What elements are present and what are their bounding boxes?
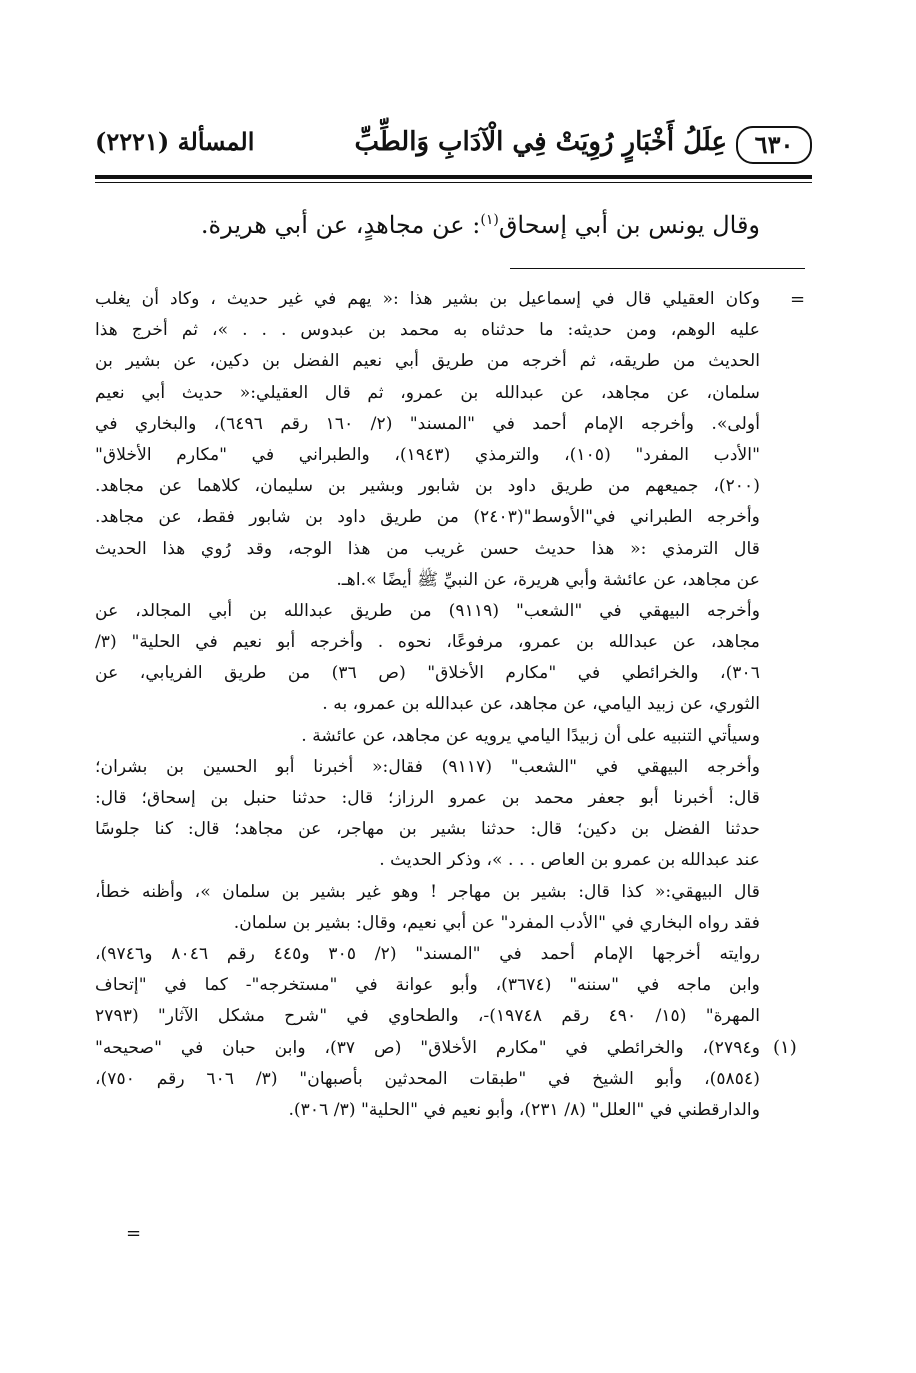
footnote-line: الثوري، عن زبيد اليامي، عن مجاهد، عن عبدالله بن عمرو، به . bbox=[322, 694, 760, 715]
footnote-line: الحديث من طريقه، ثم أخرجه من طريق أبي نعيم الفضل بن دكين، عن بشير بن bbox=[95, 351, 760, 372]
footnote-line: وسيأتي التنبيه على أن زبيدًا اليامي يرويه عن مجاهد، عن عائشة . bbox=[301, 725, 760, 746]
footnote-line: "الأدب المفرد" (١٠٥)، والترمذي (١٩٤٣)، والطبراني في "مكارم الأخلاق" bbox=[95, 444, 760, 465]
footnote-line: عليه الوهم، ومن حديثه: ما حدثناه به محمد بن عبدوس . . . »، ثم أخرج هذا bbox=[95, 320, 760, 341]
footnote-line: وأخرجه البيهقي في "الشعب" (٩١١٩) من طريق عبدالله بن أبي المجالد، عن bbox=[95, 600, 760, 621]
main-text bbox=[95, 200, 760, 245]
page-header bbox=[95, 120, 812, 164]
footnote-line: فقد رواه البخاري في "الأدب المفرد" عن أبي نعيم، وقال: بشير بن سلمان. bbox=[233, 912, 760, 933]
header-rule-thick bbox=[95, 175, 812, 179]
issue-label: المسألة (٢٢٢١) bbox=[95, 127, 255, 156]
footnote-separator bbox=[510, 268, 805, 269]
footnote-line: عند عبدالله بن عمرو بن العاص . . . »، وذكر الحديث . bbox=[379, 850, 760, 871]
footnote-line: ٣٠٦)، والخرائطي في "مكارم الأخلاق" (ص ٣٦) من طريق الفريابي، عن bbox=[95, 663, 760, 684]
footnote-line: قال البيهقي:« كذا قال: بشير بن مهاجر ! وهو غير بشير بن سلمان »، وأظنه خطأ، bbox=[95, 881, 760, 902]
footnote-line: وابن ماجه في "سننه" (٣٦٧٤)، وأبو عوانة في "مستخرجه"- كما في "إتحاف bbox=[95, 975, 760, 996]
continuation-end-marker: = bbox=[126, 1223, 142, 1244]
footnote-line: مجاهد، عن عبدالله بن عمرو، مرفوعًا، نحوه . وأخرجه أبو نعيم في الحلية" (٣/ bbox=[95, 632, 760, 653]
footnote-one-marker: (١) bbox=[773, 1037, 797, 1058]
main-text-line-rest: : عن مجاهدٍ، عن أبي هريرة. bbox=[200, 211, 481, 239]
footnote-line: (٥٨٥٤)، وأبو الشيخ في "طبقات المحدثين بأصبهان" (٣/ ٦٠٦ رقم ٧٥٠)، bbox=[95, 1068, 760, 1089]
footnote-line: وأخرجه البيهقي في "الشعب" (٩١١٧) فقال:« أخبرنا أبو الحسين بن بشران؛ bbox=[95, 756, 760, 777]
footnote-line: قال الترمذي :« هذا حديث حسن غريب من هذا الوجه، وقد رُوي هذا الحديث bbox=[95, 538, 760, 559]
main-text-line: وقال يونس بن أبي إسحاق bbox=[498, 211, 760, 239]
footnote-line: وأخرجه الطبراني في"الأوسط"(٢٤٠٣) من طريق داود بن شابور فقط، عن مجاهد. bbox=[95, 507, 760, 528]
footnote-line: قال: أخبرنا أبو جعفر محمد بن عمرو الرزاز؛ قال: حدثنا حنبل بن إسحاق؛ قال: bbox=[95, 788, 760, 808]
footnote-line: وكان العقيلي قال في إسماعيل بن بشير هذا :« يهم في غير حديث ، وكاد أن يغلب bbox=[95, 289, 760, 309]
footnote-ref: (١) bbox=[480, 212, 499, 228]
header-rule-thin bbox=[95, 182, 812, 183]
footnote-line: أولى». وأخرجه الإمام أحمد في "المسند" (٢/ ١٦٠ رقم ٦٤٩٦)، والبخاري في bbox=[95, 413, 760, 434]
footnote-line: روايته أخرجها الإمام أحمد في "المسند" (٢/ ٣٠٥ و٤٤٥ رقم ٨٠٤٦ و٩٧٤٦)، bbox=[95, 943, 760, 964]
footnote-line: حدثنا الفضل بن دكين؛ قال: حدثنا بشير بن مهاجر، عن مجاهد؛ قال: كنا جلوسًا bbox=[95, 819, 760, 840]
footnote-line: و٢٧٩٤)، والخرائطي في "مكارم الأخلاق" (ص ٣٧)، وابن حبان في "صحيحه" bbox=[95, 1037, 760, 1058]
footnote-line: المهرة" (١٥/ ٤٩٠ رقم ١٩٧٤٨)-، والطحاوي في "شرح مشكل الآثار" (٢٧٩٣ bbox=[95, 1006, 760, 1027]
footnote-line: سلمان، عن مجاهد، عن عبدالله بن عمرو، ثم قال العقيلي:« حديث أبي نعيم bbox=[95, 382, 760, 403]
book-title: عِلَلُ أَخْبَارٍ رُوِيَتْ فِي الْآدَابِ وَالطِّبِّ bbox=[354, 127, 727, 157]
footnote-line: والدارقطني في "العلل" (٨/ ٢٣١)، وأبو نعيم في "الحلية" (٣/ ٣٠٦). bbox=[288, 1099, 760, 1120]
footnotes bbox=[95, 284, 760, 1126]
footnote-line: عن مجاهد، عن عائشة وأبي هريرة، عن النبيِّ ﷺ أيضًا ».اهـ. bbox=[336, 569, 760, 590]
page-number bbox=[736, 126, 812, 164]
footnote-line: (٢٠٠)، جميعهم من طريق داود بن شابور وبشير بن سليمان، كلاهما عن مجاهد. bbox=[95, 476, 760, 497]
continuation-marker: = bbox=[790, 289, 806, 310]
page-number-text: ٦٣٠ bbox=[754, 130, 794, 159]
